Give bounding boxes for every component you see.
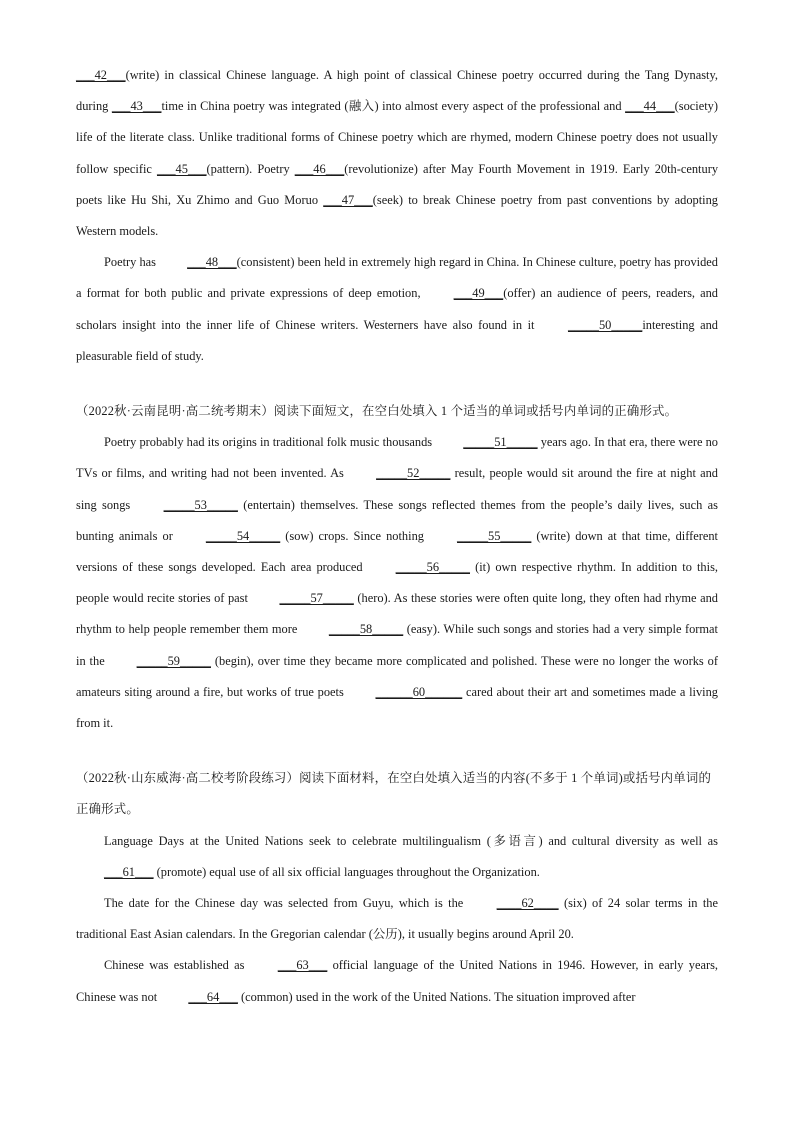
answer-blank[interactable]: _____59_____	[136, 653, 211, 668]
passage	[76, 739, 718, 1013]
paragraph-text: (pattern). Poetry	[206, 161, 295, 176]
paragraph-text: Poetry probably had its origins in traditional folk music thousands	[104, 435, 436, 450]
section-spacer	[76, 739, 718, 763]
paragraph-text: official language of the United Nations in 1946. However, in early years, Chinese was not	[76, 958, 718, 1004]
answer-blank[interactable]: ____62____	[496, 896, 559, 911]
passage-paragraph	[76, 826, 718, 888]
passage	[76, 372, 718, 739]
paragraph-text: (revolutionize) after May Fourth Movement in 1919. Early 20th-century poets like Hu Shi, Xu Zhimo and Guo Moruo	[76, 161, 719, 207]
paragraph-text: cared about their art and sometimes made a living from it.	[76, 684, 718, 731]
answer-blank[interactable]: ___48___	[187, 255, 237, 270]
paragraph-text: (common) used in the work of the United Nations. The situation improved after	[237, 989, 636, 1004]
answer-blank[interactable]: ___42___	[76, 68, 126, 82]
passage-instructions: （2022秋·云南昆明·高二统考期末）阅读下面短文，在空白处填入 1 个适当的单词或括号内单词的正确形式。	[76, 404, 678, 419]
answer-blank[interactable]: ___43___	[111, 99, 162, 114]
document-page	[76, 60, 718, 1013]
answer-blank[interactable]: ___47___	[323, 192, 373, 207]
answer-blank[interactable]: ___64___	[188, 989, 238, 1004]
paragraph-text: years ago. In that era, there were no TVs or films, and writing had not been invented. As	[76, 435, 718, 481]
paragraph-text: (begin), over time they became more complicated and polished. These were no longer the works of amateurs siting around a fire, but works of true poets	[76, 653, 718, 699]
answer-blank[interactable]: _____55_____	[457, 528, 532, 543]
paragraph-text: (society) life of the literate class. Unlike traditional forms of Chinese poetry which are rhymed, modern Chinese poetry does not usually follow specific	[76, 99, 719, 176]
answer-blank[interactable]: _____54_____	[205, 528, 281, 543]
paragraph-text: (entertain) themselves. These songs reflected themes from the people’s daily lives, such as bunting animals or	[76, 497, 718, 543]
answer-blank[interactable]: ___46___	[294, 161, 345, 176]
answer-blank[interactable]: ___44___	[625, 99, 675, 114]
paragraph-text: result, people would sit around the fire at night and sing songs	[76, 466, 718, 512]
answer-blank[interactable]: _____53_____	[163, 497, 238, 512]
paragraph-text: Poetry has	[104, 255, 160, 270]
answer-blank[interactable]: _____52_____	[376, 466, 451, 481]
answer-blank[interactable]: _____51_____	[463, 435, 538, 450]
paragraph-text: (it) own respective rhythm. In addition to this, people would recite stories of past	[76, 560, 718, 606]
paragraph-text: Language Days at the United Nations seek to celebrate multilingualism (多语言) and cultural diversity as well as	[104, 833, 718, 848]
paragraph-text: (write) down at that time, different versions of these songs developed. Each area produced	[76, 528, 718, 575]
answer-blank[interactable]: ___61___	[104, 864, 154, 879]
paragraph-text: The date for the Chinese day was selected from Guyu, which is the	[104, 896, 469, 911]
passage-paragraph	[76, 888, 718, 950]
answer-blank[interactable]: ___45___	[156, 161, 207, 176]
paragraph-text: (offer) an audience of peers, readers, and scholars insight into the inner life of Chinese writers. Westerners have also found in it	[76, 286, 718, 332]
paragraph-text: (hero). As these stories were often quite long, they often had rhyme and rhythm to help people remember them more	[76, 591, 718, 637]
answer-blank[interactable]: _____56_____	[395, 560, 470, 575]
paragraph-text: (consistent) been held in extremely high regard in China. In Chinese culture, poetry has provided a format for both public and private expressions of deep emotion,	[76, 255, 718, 301]
paragraph-text: (six) of 24 solar terms in the traditional East Asian calendars. In the Gregorian calendar (公历), it usually begins around April 20.	[76, 896, 718, 942]
paragraph-text: (write) in classical Chinese language. A high point of classical Chinese poetry occurred during the Tang Dynasty, during	[76, 68, 718, 114]
paragraph-text: (sow) crops. Since nothing	[280, 528, 430, 543]
passage	[76, 60, 718, 372]
passage-paragraph	[76, 950, 718, 1012]
paragraph-text: interesting and pleasurable field of study.	[76, 317, 718, 363]
paragraph-text: (easy). While such songs and stories had a very simple format in the	[76, 622, 718, 668]
answer-blank[interactable]: ___63___	[277, 958, 328, 973]
answer-blank[interactable]: _____57_____	[279, 591, 354, 606]
answer-blank[interactable]: _____50_____	[567, 317, 643, 332]
paragraph-text: (promote) equal use of all six official languages throughout the Organization.	[153, 864, 540, 879]
answer-blank[interactable]: ______60______	[375, 684, 463, 699]
answer-blank[interactable]: _____58_____	[328, 622, 404, 637]
paragraph-text: time in China poetry was integrated (融入) into almost every aspect of the professional and	[161, 99, 626, 114]
passage-paragraph	[76, 427, 718, 739]
answer-blank[interactable]: ___49___	[453, 286, 504, 301]
paragraph-text: (seek) to break Chinese poetry from past conventions by adopting Western models.	[76, 192, 718, 239]
paragraph-text: Chinese was established as	[104, 958, 250, 973]
passage-paragraph	[76, 60, 718, 247]
passage-instructions: （2022秋·山东威海·高二校考阶段练习）阅读下面材料，在空白处填入适当的内容(不多于 1 个单词)或括号内单词的正确形式。	[76, 771, 712, 817]
passage-paragraph	[76, 247, 718, 372]
section-spacer	[76, 372, 718, 396]
